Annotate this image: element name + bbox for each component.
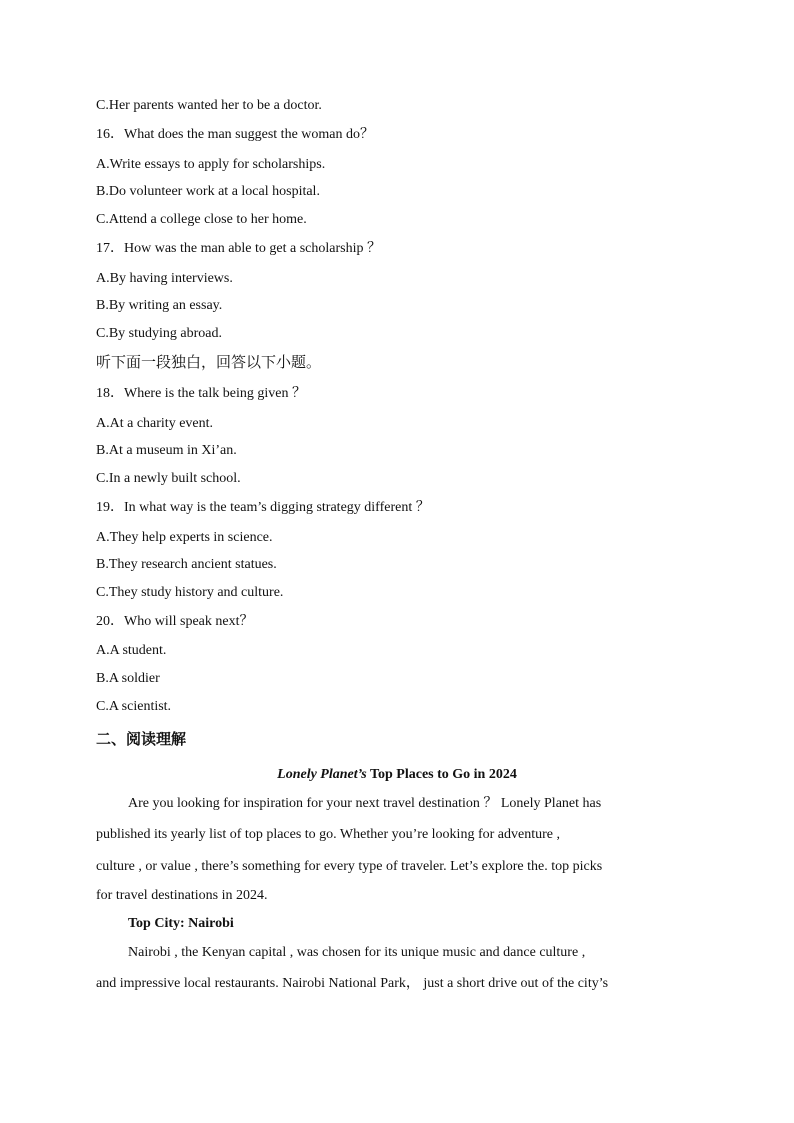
question-20: 20．Who will speak next？ xyxy=(96,614,254,629)
option-16-a: A.Write essays to apply for scholarships. xyxy=(96,157,326,172)
question-16: 16．What does the man suggest the woman do？ xyxy=(96,127,375,142)
question-19: 19．In what way is the team’s digging strategy different ？ xyxy=(96,500,430,515)
article-title-rest: Top Places to Go in 2024 xyxy=(366,767,517,782)
article-title xyxy=(0,766,794,784)
question-18: 18．Where is the talk being given ？ xyxy=(96,386,306,401)
option-15-c: C.Her parents wanted her to be a doctor. xyxy=(96,98,322,113)
option-20-a: A.A student. xyxy=(96,643,167,658)
paragraph-1-line-3: culture , or value , there’s something for every type of traveler. Let’s explore the. top picks xyxy=(96,859,603,874)
option-16-c: C.Attend a college close to her home. xyxy=(96,212,307,227)
question-17: 17．How was the man able to get a scholarship ？ xyxy=(96,241,381,256)
option-20-c: C.A scientist. xyxy=(96,699,172,714)
paragraph-1-line-4: for travel destinations in 2024. xyxy=(96,888,268,903)
option-18-b: B.At a museum in Xi’an. xyxy=(96,443,237,458)
option-18-c: C.In a newly built school. xyxy=(96,471,241,486)
option-19-a: A.They help experts in science. xyxy=(96,530,273,545)
option-17-a: A.By having interviews. xyxy=(96,271,233,286)
option-17-c: C.By studying abroad. xyxy=(96,326,222,341)
option-20-b: B.A soldier xyxy=(96,671,160,686)
paragraph-2-line-1: Nairobi , the Kenyan capital , was chosen for its unique music and dance culture , xyxy=(128,945,586,960)
option-18-a: A.At a charity event. xyxy=(96,416,214,431)
option-16-b: B.Do volunteer work at a local hospital. xyxy=(96,184,320,199)
option-17-b: B.By writing an essay. xyxy=(96,298,223,313)
option-19-c: C.They study history and culture. xyxy=(96,585,284,600)
paragraph-1-line-1: Are you looking for inspiration for your next travel destination ？ Lonely Planet has xyxy=(128,796,602,811)
option-19-b: B.They research ancient statues. xyxy=(96,557,277,572)
article-subheading: Top City: Nairobi xyxy=(128,916,234,931)
article-title-publication: Lonely Planet’s xyxy=(277,767,367,782)
paragraph-1-line-2: published its yearly list of top places to go. Whether you’re looking for adventure , xyxy=(96,827,560,842)
paragraph-2-line-2: and impressive local restaurants. Nairobi National Park， just a short drive out of the city’s xyxy=(96,976,609,991)
listening-instruction: 听下面一段独白，回答以下小题。 xyxy=(96,353,322,371)
section-heading: 二、阅读理解 xyxy=(96,730,187,748)
